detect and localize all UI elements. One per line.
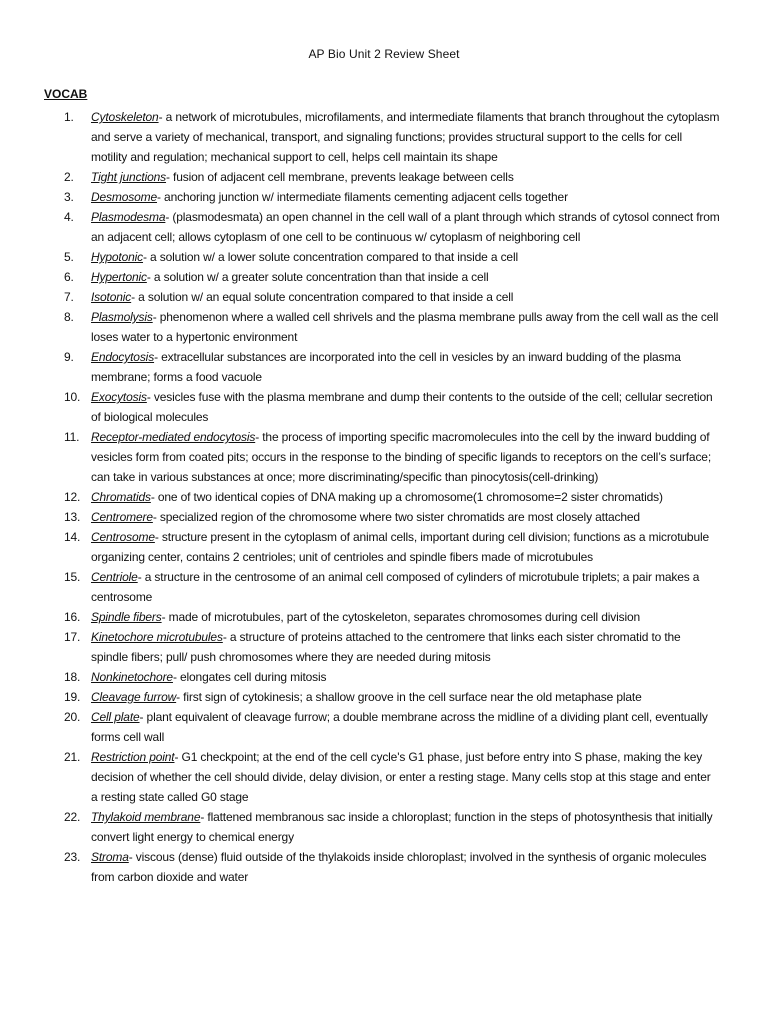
- vocab-item-9: [0, 347, 768, 387]
- vocab-definition: - G1 checkpoint; at the end of the cell cycle's G1 phase, just before entry into S phase, making the key decision of whether the cell should divide, delay division, or enter a resting stage. Many cells stop at this stage and enter a resting state called G0 stage: [91, 750, 711, 804]
- vocab-item-10: [0, 387, 768, 427]
- vocab-item-19: [0, 687, 768, 707]
- vocab-definition: - a solution w/ a greater solute concentration than that inside a cell: [146, 270, 489, 284]
- item-number: 7.: [64, 290, 74, 304]
- item-number: 1.: [64, 110, 74, 124]
- item-number: 10.: [64, 390, 81, 404]
- vocab-definition: - vesicles fuse with the plasma membrane and dump their contents to the outside of the cell; cellular secretion of biological molecules: [91, 390, 713, 424]
- vocab-definition: - structure present in the cytoplasm of animal cells, important during cell division; functions as a microtubule organizing center, contains 2 centrioles; unit of centrioles and spindle fibers made of microtubules: [91, 530, 710, 564]
- vocab-item-20: [0, 707, 768, 747]
- vocab-term: Spindle fibers: [91, 610, 162, 624]
- vocab-item-23: [0, 847, 768, 887]
- section-heading-vocab: VOCAB: [44, 87, 88, 101]
- vocab-item-1: [0, 107, 768, 167]
- vocab-definition: - a structure in the centrosome of an animal cell composed of cylinders of microtubule triplets; a pair makes a centrosome: [91, 570, 700, 604]
- vocab-term: Hypotonic: [91, 250, 144, 264]
- vocab-item-15: [0, 567, 768, 607]
- vocab-list: [0, 107, 768, 887]
- item-number: 19.: [64, 690, 81, 704]
- item-number: 18.: [64, 670, 81, 684]
- item-number: 6.: [64, 270, 74, 284]
- vocab-item-22: [0, 807, 768, 847]
- vocab-term: Cell plate: [91, 710, 140, 724]
- vocab-item-6: [0, 267, 768, 287]
- vocab-item-11: [0, 427, 768, 487]
- vocab-term: Isotonic: [91, 290, 132, 304]
- vocab-item-17: [0, 627, 768, 667]
- item-number: 8.: [64, 310, 74, 324]
- vocab-definition: - elongates cell during mitosis: [172, 670, 327, 684]
- vocab-item-12: [0, 487, 768, 507]
- vocab-definition: - extracellular substances are incorporated into the cell in vesicles by an inward budding of the plasma membrane; forms a food vacuole: [91, 350, 681, 384]
- vocab-term: Endocytosis: [91, 350, 155, 364]
- item-number: 11.: [64, 430, 80, 444]
- vocab-definition: - one of two identical copies of DNA making up a chromosome(1 chromosome=2 sister chromatids): [150, 490, 663, 504]
- vocab-term: Plasmodesma: [91, 210, 166, 224]
- item-number: 5.: [64, 250, 74, 264]
- document-title: AP Bio Unit 2 Review Sheet: [308, 47, 460, 61]
- item-number: 4.: [64, 210, 74, 224]
- vocab-definition: - anchoring junction w/ intermediate filaments cementing adjacent cells together: [157, 190, 568, 204]
- item-number: 21.: [64, 750, 81, 764]
- vocab-item-21: [0, 747, 768, 807]
- vocab-definition: - a network of microtubules, microfilaments, and intermediate filaments that branch throughout the cytoplasm and serve a variety of mechanical, transport, and signaling functions; provides structural support to the cells for cell motility and regulation; mechanical support to cell, helps cell maintain its shape: [91, 110, 720, 164]
- vocab-term: Kinetochore microtubules: [91, 630, 223, 644]
- item-number: 3.: [64, 190, 74, 204]
- vocab-definition: - fusion of adjacent cell membrane, prevents leakage between cells: [166, 170, 514, 184]
- vocab-definition: - plant equivalent of cleavage furrow; a double membrane across the midline of a dividing plant cell, eventually forms cell wall: [91, 710, 708, 744]
- vocab-term: Chromatids: [91, 490, 151, 504]
- vocab-item-3: [0, 187, 768, 207]
- vocab-item-8: [0, 307, 768, 347]
- vocab-term: Receptor-mediated endocytosis: [91, 430, 256, 444]
- vocab-term: Exocytosis: [91, 390, 147, 404]
- vocab-item-5: [0, 247, 768, 267]
- vocab-item-7: [0, 287, 768, 307]
- vocab-term: Thylakoid membrane: [91, 810, 201, 824]
- vocab-item-16: [0, 607, 768, 627]
- vocab-definition: - specialized region of the chromosome where two sister chromatids are most closely attached: [152, 510, 640, 524]
- vocab-term: Centromere: [91, 510, 153, 524]
- vocab-term: Cytoskeleton: [91, 110, 159, 124]
- vocab-term: Tight junctions: [91, 170, 167, 184]
- vocab-definition: - a solution w/ a lower solute concentration compared to that inside a cell: [143, 250, 518, 264]
- item-number: 14.: [64, 530, 81, 544]
- item-number: 22.: [64, 810, 81, 824]
- vocab-item-4: [0, 207, 768, 247]
- item-number: 17.: [64, 630, 81, 644]
- vocab-term: Cleavage furrow: [91, 690, 177, 704]
- vocab-item-2: [0, 167, 768, 187]
- vocab-definition: - phenomenon where a walled cell shrivels and the plasma membrane pulls away from the cell wall as the cell loses water to a hypertonic environment: [91, 310, 719, 344]
- vocab-term: Hypertonic: [91, 270, 147, 284]
- vocab-definition: - a structure of proteins attached to the centromere that links each sister chromatid to the spindle fibers; pull/ push chromosomes where they are needed during mitosis: [91, 630, 681, 664]
- vocab-term: Centrosome: [91, 530, 155, 544]
- item-number: 23.: [64, 850, 81, 864]
- vocab-definition: - the process of importing specific macromolecules into the cell by the inward budding of vesicles form from coated pits; occurs in the response to the binding of specific ligands to receptors on the cell’s surface; can take in various substances at once; more discriminating/specific than pinocytosis(cell-drinking): [91, 430, 712, 484]
- vocab-definition: - made of microtubules, part of the cytoskeleton, separates chromosomes during cell division: [161, 610, 641, 624]
- item-number: 20.: [64, 710, 81, 724]
- item-number: 2.: [64, 170, 74, 184]
- vocab-term: Centriole: [91, 570, 138, 584]
- vocab-definition: - a solution w/ an equal solute concentration compared to that inside a cell: [131, 290, 514, 304]
- vocab-definition: - flattened membranous sac inside a chloroplast; function in the steps of photosynthesis that initially convert light energy to chemical energy: [91, 810, 713, 844]
- vocab-definition: - viscous (dense) fluid outside of the thylakoids inside chloroplast; involved in the synthesis of organic molecules from carbon dioxide and water: [91, 850, 707, 884]
- vocab-item-14: [0, 527, 768, 567]
- vocab-term: Restriction point: [91, 750, 175, 764]
- vocab-definition: - (plasmodesmata) an open channel in the cell wall of a plant through which strands of cytosol connect from an adjacent cell; allows cytoplasm of one cell to be continuous w/ cytoplasm of neighboring cell: [91, 210, 720, 244]
- item-number: 12.: [64, 490, 81, 504]
- vocab-item-13: [0, 507, 768, 527]
- vocab-term: Stroma: [91, 850, 129, 864]
- vocab-term: Nonkinetochore: [91, 670, 173, 684]
- item-number: 9.: [64, 350, 74, 364]
- vocab-term: Desmosome: [91, 190, 158, 204]
- vocab-item-18: [0, 667, 768, 687]
- vocab-term: Plasmolysis: [91, 310, 153, 324]
- vocab-definition: - first sign of cytokinesis; a shallow groove in the cell surface near the old metaphase plate: [176, 690, 642, 704]
- item-number: 13.: [64, 510, 81, 524]
- item-number: 15.: [64, 570, 81, 584]
- item-number: 16.: [64, 610, 81, 624]
